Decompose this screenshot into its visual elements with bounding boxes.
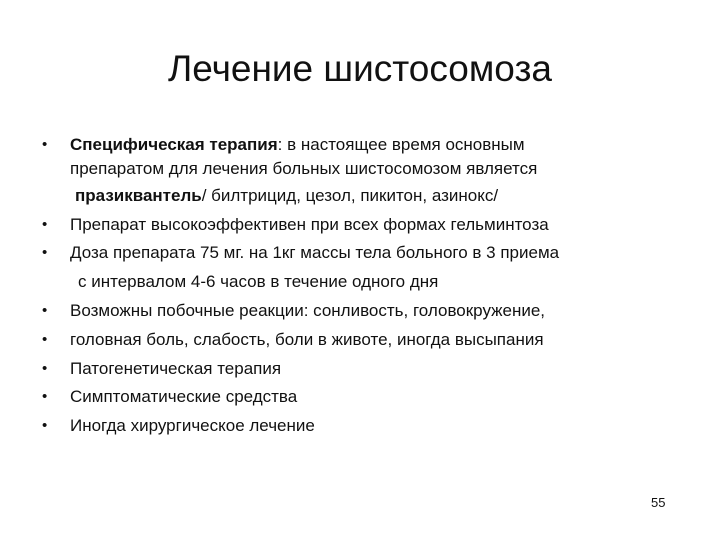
- list-item-text: Доза препарата 75 мг. на 1кг массы тела больного в 3 приема: [70, 243, 560, 262]
- bullet-marker: •: [42, 417, 48, 434]
- bullet-marker: •: [42, 136, 48, 153]
- bullet-marker: •: [42, 360, 48, 377]
- list-item-text: головная боль, слабость, боли в животе, иногда высыпания: [70, 330, 544, 349]
- bullet-marker: •: [42, 331, 48, 348]
- bold-phrase: Специфическая терапия: [70, 135, 278, 154]
- list-item-text: препаратом для лечения больных шистосомозом является: [70, 159, 538, 178]
- list-item-text: с интервалом 4-6 часов в течение одного дня: [78, 272, 439, 291]
- list-item-text: / билтрицид, цезол, пикитон, азинокс/: [201, 186, 499, 205]
- bullet-marker: •: [42, 302, 48, 319]
- page-number: 55: [651, 495, 666, 510]
- list-item-text: Возможны побочные реакции: сонливость, головокружение,: [70, 301, 546, 320]
- bullet-marker: •: [42, 388, 48, 405]
- list-item-text: Патогенетическая терапия: [70, 359, 282, 378]
- list-item-text: Симптоматические средства: [70, 387, 298, 406]
- slide-title: Лечение шистосомоза: [167, 48, 553, 89]
- bullet-marker: •: [42, 244, 48, 261]
- bullet-marker: •: [42, 216, 48, 233]
- list-item-text: Препарат высокоэффективен при всех формах гельминтоза: [70, 215, 549, 234]
- drug-name: празиквантель: [75, 186, 202, 205]
- list-item-text: Иногда хирургическое лечение: [70, 416, 315, 435]
- list-item-text: : в настоящее время основным: [277, 135, 525, 154]
